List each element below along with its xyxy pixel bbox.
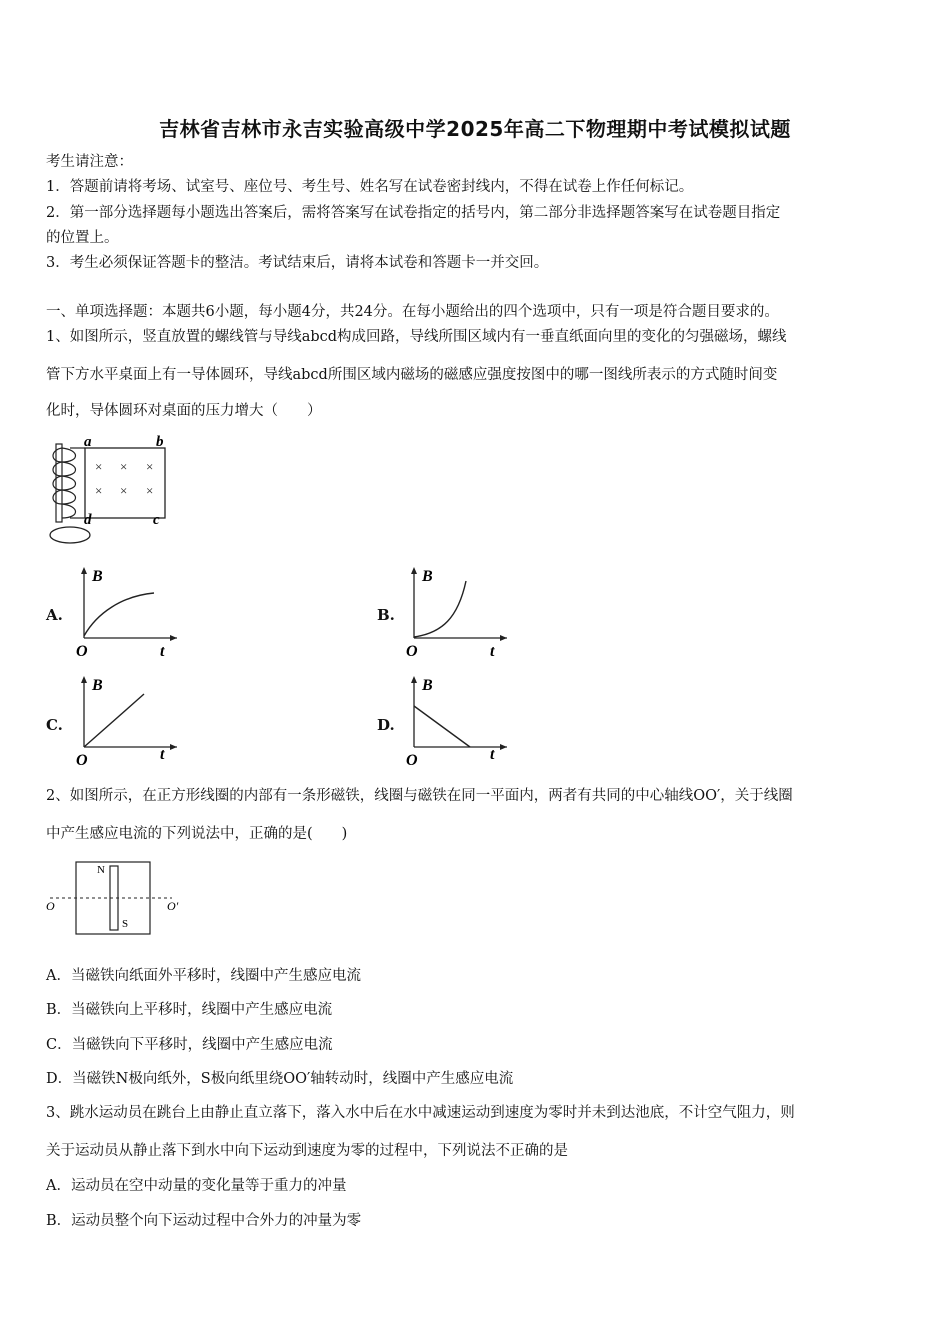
axis-label-t: t: [490, 643, 495, 660]
option-label[interactable]: C.: [46, 716, 63, 734]
q1-circuit-figure: [40, 430, 180, 548]
option-item[interactable]: C．当磁铁向下平移时，线圈中产生感应电流: [46, 1037, 333, 1053]
axis-o-label: O: [46, 899, 55, 913]
conducting-ring: [50, 527, 90, 543]
field-mark: ×: [120, 483, 128, 498]
option-d-graph: [402, 672, 512, 770]
axis-label-b: B: [92, 677, 103, 694]
field-mark: ×: [146, 483, 154, 498]
curve: [414, 706, 470, 747]
axis-label-b: B: [422, 677, 433, 694]
field-mark: ×: [146, 459, 154, 474]
label-c: c: [153, 512, 160, 528]
page-title: 吉林省吉林市永吉实验高级中学2025年高二下物理期中考试模拟试题: [159, 117, 791, 141]
axis-o-prime-label: O′: [167, 899, 179, 913]
option-item[interactable]: A．运动员在空中动量的变化量等于重力的冲量: [46, 1178, 347, 1194]
curve: [414, 581, 466, 637]
option-item[interactable]: D．当磁铁N极向纸外，S极向纸里绕OO′轴转动时，线圈中产生感应电流: [46, 1071, 514, 1087]
option-item[interactable]: B．运动员整个向下运动过程中合外力的冲量为零: [46, 1213, 362, 1229]
origin-label: O: [76, 643, 88, 660]
field-mark: ×: [120, 459, 128, 474]
curve: [84, 694, 144, 747]
option-label[interactable]: D.: [377, 716, 395, 734]
origin-label: O: [76, 752, 88, 769]
curve: [84, 593, 154, 636]
option-b-graph: [402, 563, 512, 661]
axis-label-t: t: [160, 746, 165, 763]
label-a: a: [84, 434, 92, 450]
axis-label-t: t: [160, 643, 165, 660]
axis-label-b: B: [92, 568, 103, 585]
label-b: b: [156, 434, 164, 450]
origin-label: O: [406, 643, 418, 660]
section-heading: 一、单项选择题：本题共6小题，每小题4分，共24分。在每小题给出的四个选项中，只有一项是符合题目要求的。: [46, 304, 779, 320]
axis-label-t: t: [490, 746, 495, 763]
option-item[interactable]: B．当磁铁向上平移时，线圈中产生感应电流: [46, 1002, 333, 1018]
q2-coil-magnet-figure: [42, 856, 192, 942]
axis-label-b: B: [422, 568, 433, 585]
notice-item: 1．答题前请将考场、试室号、座位号、考生号、姓名写在试卷密封线内，不得在试卷上作任何标记。: [46, 179, 694, 195]
question-2-text: 2、如图所示，在正方形线圈的内部有一条形磁铁，线圈与磁铁在同一平面内，两者有共同的中心轴线OO′，关于线圈: [46, 788, 793, 804]
question-2-text: 中产生感应电流的下列说法中，正确的是( ): [46, 826, 348, 842]
field-mark: ×: [95, 459, 103, 474]
question-3-text: 关于运动员从静止落下到水中向下运动到速度为零的过程中，下列说法不正确的是: [46, 1143, 568, 1159]
origin-label: O: [406, 752, 418, 769]
question-1-text: 管下方水平桌面上有一导体圆环，导线abcd所围区域内磁场的磁感应强度按图中的哪一图线所表示的方式随时间变: [46, 367, 778, 383]
field-mark: ×: [95, 483, 103, 498]
question-1-text: 化时，导体圆环对桌面的压力增大（ ）: [46, 403, 322, 419]
notice-item: 3．考生必须保证答题卡的整洁。考试结束后，请将本试卷和答题卡一并交回。: [46, 255, 549, 271]
question-3-text: 3、跳水运动员在跳台上由静止直立落下，落入水中后在水中减速运动到速度为零时并未到达池底，不计空气阻力，则: [46, 1105, 795, 1121]
option-label[interactable]: B.: [377, 606, 395, 624]
notice-heading: 考生请注意：: [46, 154, 133, 170]
option-a-graph: [72, 563, 182, 661]
magnet-n-label: N: [97, 864, 105, 876]
option-item[interactable]: A．当磁铁向纸面外平移时，线圈中产生感应电流: [46, 968, 361, 984]
notice-item: 的位置上。: [46, 230, 119, 246]
magnet-s-label: S: [122, 918, 129, 930]
notice-item: 2．第一部分选择题每小题选出答案后，需将答案写在试卷指定的括号内，第二部分非选择题答案写在试卷题目指定: [46, 205, 781, 221]
option-c-graph: [72, 672, 182, 770]
label-d: d: [84, 512, 92, 528]
question-1-text: 1、如图所示，竖直放置的螺线管与导线abcd构成回路，导线所围区域内有一垂直纸面向里的变化的匀强磁场，螺线: [46, 329, 787, 345]
option-label[interactable]: A.: [46, 606, 63, 624]
